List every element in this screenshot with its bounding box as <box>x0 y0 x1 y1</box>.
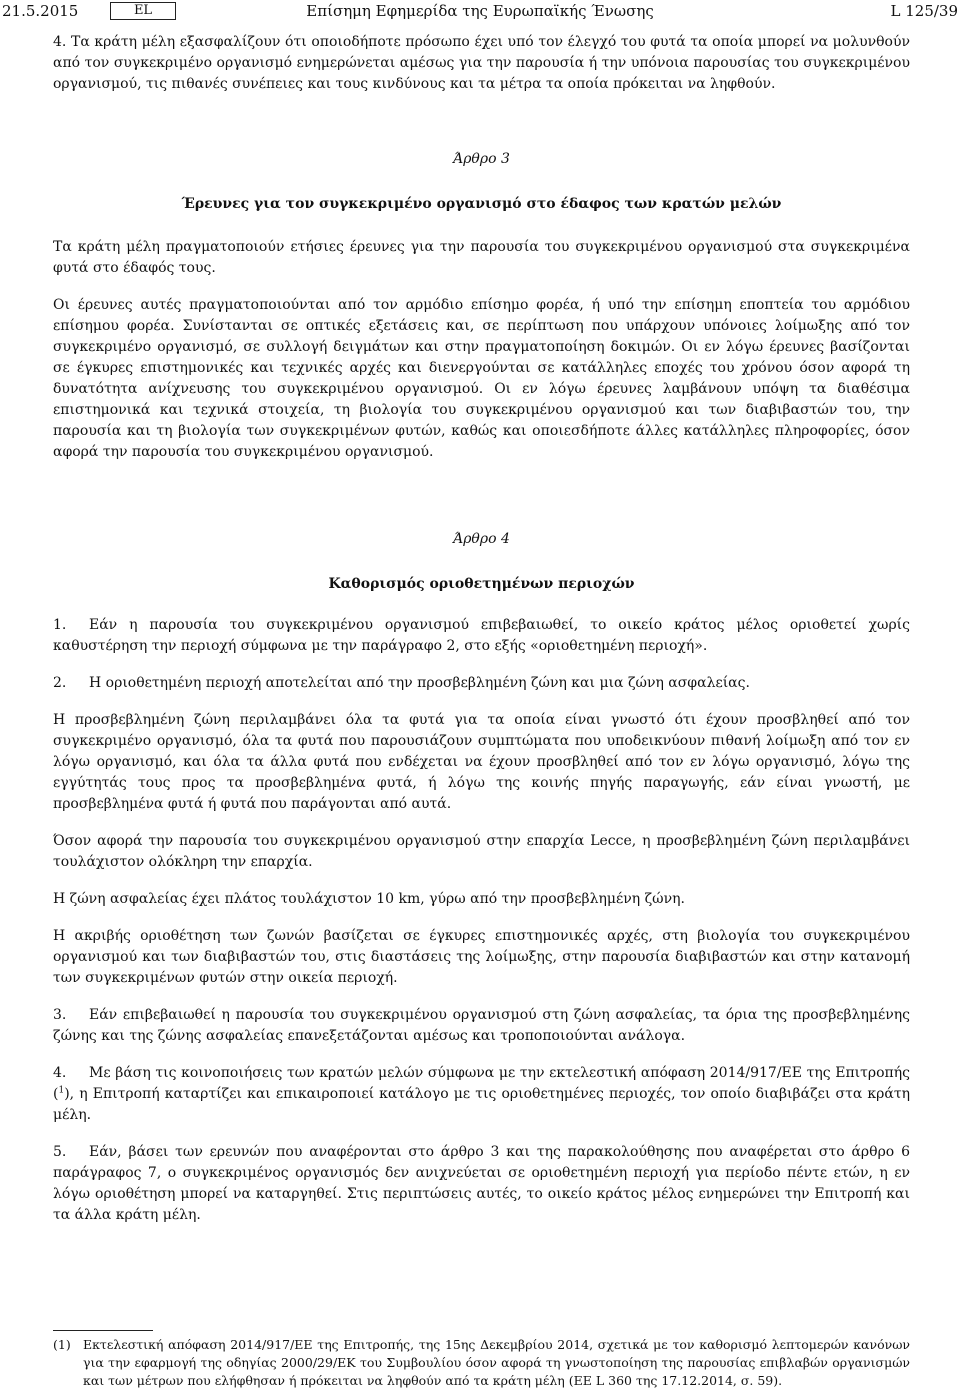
paragraph-number: 2. <box>53 675 67 691</box>
article4-paragraph-2b: Όσον αφορά την παρουσία του συγκεκριμένου οργανισμού στην επαρχία Lecce, η προσβεβλημένη ζώνη περιλαμβάνει τουλάχιστον ολόκληρη την επαρχία. <box>53 833 910 870</box>
paragraph-text: Με βάση τις κοινοποιήσεις των κρατών μελών σύμφωνα με την εκτελεστική απόφαση 2014/917/ΕΕ της Επιτροπής ( <box>53 1065 910 1102</box>
page-number: L 125/39 <box>890 2 958 20</box>
article3-paragraph-2: Οι έρευνες αυτές πραγματοποιούνται από τον αρμόδιο επίσημο φορέα, ή υπό την επίσημη εποπτεία του αρμόδιου επίσημου φορέα. Συνίστανται σε οπτικές εξετάσεις και, σε περίπτωση που υπάρχουν υπόνοιες λοίμωξης από τον συγκεκριμένο οργανισμό, σε συλλογή δειγμάτων και στην πραγματοποίηση δοκιμών. Οι εν λόγω έρευνες βασίζονται σε έγκυρες επιστημονικές και τεχνικές αρχές και διενεργούνται σε κατάλληλες εποχές του χρόνου όσον αφορά τη δυνατότητα ανίχνευσης του συγκεκριμένου οργανισμού. Οι εν λόγω έρευνες λαμβάνουν υπόψη τα διαθέσιμα επιστημονικά και τεχνικά στοιχεία, τη βιολογία του συγκεκριμένου οργανισμού και των διαβιβαστών του, την παρουσία και τη βιολογία των συγκεκριμένων φυτών, καθώς και οποιεσδήποτε άλλες κατάλληλες πληροφορίες, όσον αφορά την παρουσία του συγκεκριμένου οργανισμού. <box>53 297 910 460</box>
footnote <box>53 1336 910 1390</box>
article3-paragraph-1: Τα κράτη μέλη πραγματοποιούν ετήσιες έρευνες για την παρουσία του συγκεκριμένου οργανισμού στα συγκεκριμένα φυτά στο έδαφός τους. <box>53 239 910 276</box>
document-body <box>53 32 910 1240</box>
paragraph-number: 5. <box>53 1144 67 1160</box>
paragraph-text-continued: ), η Επιτροπή καταρτίζει και επικαιροποιεί κατάλογο με τις οριοθετημένες περιοχές, τον οποίο διαβιβάζει στα κράτη μέλη. <box>53 1086 910 1123</box>
page-header <box>0 0 960 26</box>
article3-title: Άρθρο 3 <box>453 151 510 167</box>
paragraph-number: 4. <box>53 1065 67 1081</box>
article4-paragraph-2d: Η ακριβής οριοθέτηση των ζωνών βασίζεται σε έγκυρες επιστημονικές αρχές, στη βιολογία του συγκεκριμένου οργανισμού και των διαβιβαστών του, στις διαστάσεις της λοίμωξης, στην παρουσία διαβιβαστών και στην κατανομή των συγκεκριμένων φυτών στην οικεία περιοχή. <box>53 928 910 986</box>
article4-paragraph-1 <box>53 615 910 657</box>
journal-title: Επίσημη Εφημερίδα της Ευρωπαϊκής Ένωσης <box>306 2 654 20</box>
article4-heading: Καθορισμός οριοθετημένων περιοχών <box>328 576 635 592</box>
article4-paragraph-2 <box>53 673 910 694</box>
article4-paragraph-5 <box>53 1142 910 1226</box>
article4-paragraph-2a: Η προσβεβλημένη ζώνη περιλαμβάνει όλα τα φυτά για τα οποία είναι γνωστό ότι έχουν προσβληθεί από τον συγκεκριμένο οργανισμό, όλα τα φυτά που παρουσιάζουν συμπτώματα που υποδεικνύουν πιθανή λοίμωξη από τον εν λόγω οργανισμό, και όλα τα άλλα φυτά που ενδέχεται να έχουν προσβληθεί από τον εν λόγω οργανισμό, λόγω της εγγύτητάς τους προς τα προσβεβλημένα φυτά, ή λόγω της κοινής πηγής παραγωγής, εάν είναι γνωστή, με προσβεβλημένα φυτά ή φυτά που παράγονται από αυτά. <box>53 712 910 812</box>
article4-title: Άρθρο 4 <box>453 531 510 547</box>
paragraph-text: Εάν, βάσει των ερευνών που αναφέρονται στο άρθρο 3 και της παρακολούθησης που αναφέρεται στο άρθρο 6 παράγραφος 7, ο συγκεκριμένος οργανισμός δεν ανιχνεύεται σε οριοθετημένη περιοχή για περίοδο πέντε ετών, η εν λόγω οριοθέτηση μπορεί να καταργηθεί. Στις περιπτώσεις αυτές, το οικείο κράτος μέλος ενημερώνει την Επιτροπή και τα άλλα κράτη μέλη. <box>53 1144 910 1223</box>
paragraph-text: Εάν επιβεβαιωθεί η παρουσία του συγκεκριμένου οργανισμού στη ζώνη ασφαλείας, τα όρια της προσβεβλημένης ζώνης και της ζώνης ασφαλείας επανεξετάζονται αμέσως και τροποποιούνται ανάλογα. <box>53 1007 910 1044</box>
footnote-text: Εκτελεστική απόφαση 2014/917/ΕΕ της Επιτροπής, της 15ης Δεκεμβρίου 2014, σχετικά με τον καθορισμό λεπτομερών κανόνων για την εφαρμογή της οδηγίας 2000/29/ΕΚ του Συμβουλίου όσον αφορά τη γνωστοποίηση της παρουσίας επιβλαβών οργανισμών και των μέτρων που ελήφθησαν ή πρόκειται να ληφθούν από τα κράτη μέλη (ΕΕ L 360 της 17.12.2014, σ. 59). <box>83 1337 910 1388</box>
language-badge: EL <box>110 2 176 20</box>
footnote-reference[interactable]: 1 <box>58 1085 65 1096</box>
article2-paragraph-4: 4. Τα κράτη μέλη εξασφαλίζουν ότι οποιοδήποτε πρόσωπο έχει υπό τον έλεγχό του φυτά τα οποία μπορεί να μολυνθούν από τον συγκεκριμένο οργανισμό ενημερώνεται αμέσως για την παρουσία ή την υπόνοια παρουσίας του συγκεκριμένου οργανισμού, τις πιθανές συνέπειες και τους κινδύνους και τα μέτρα τα οποία πρόκειται να ληφθούν. <box>53 34 910 92</box>
paragraph-text: Εάν η παρουσία του συγκεκριμένου οργανισμού επιβεβαιωθεί, το οικείο κράτος μέλος οριοθετεί χωρίς καθυστέρηση την περιοχή σύμφωνα με την παράγραφο 2, στο εξής «οριοθετημένη περιοχή». <box>53 617 910 654</box>
header-date: 21.5.2015 <box>2 2 79 20</box>
paragraph-text: Η οριοθετημένη περιοχή αποτελείται από την προσβεβλημένη ζώνη και μια ζώνη ασφαλείας. <box>89 675 750 691</box>
article3-heading: Έρευνες για τον συγκεκριμένο οργανισμό στο έδαφος των κρατών μελών <box>181 196 782 212</box>
paragraph-number: 3. <box>53 1007 67 1023</box>
article4-paragraph-4 <box>53 1063 910 1126</box>
paragraph-number: 1. <box>53 617 67 633</box>
article4-paragraph-2c: Η ζώνη ασφαλείας έχει πλάτος τουλάχιστον 10 km, γύρω από την προσβεβλημένη ζώνη. <box>53 891 685 907</box>
article4-paragraph-3 <box>53 1005 910 1047</box>
footnote-divider <box>53 1330 153 1331</box>
footnote-number: (1) <box>53 1337 71 1352</box>
